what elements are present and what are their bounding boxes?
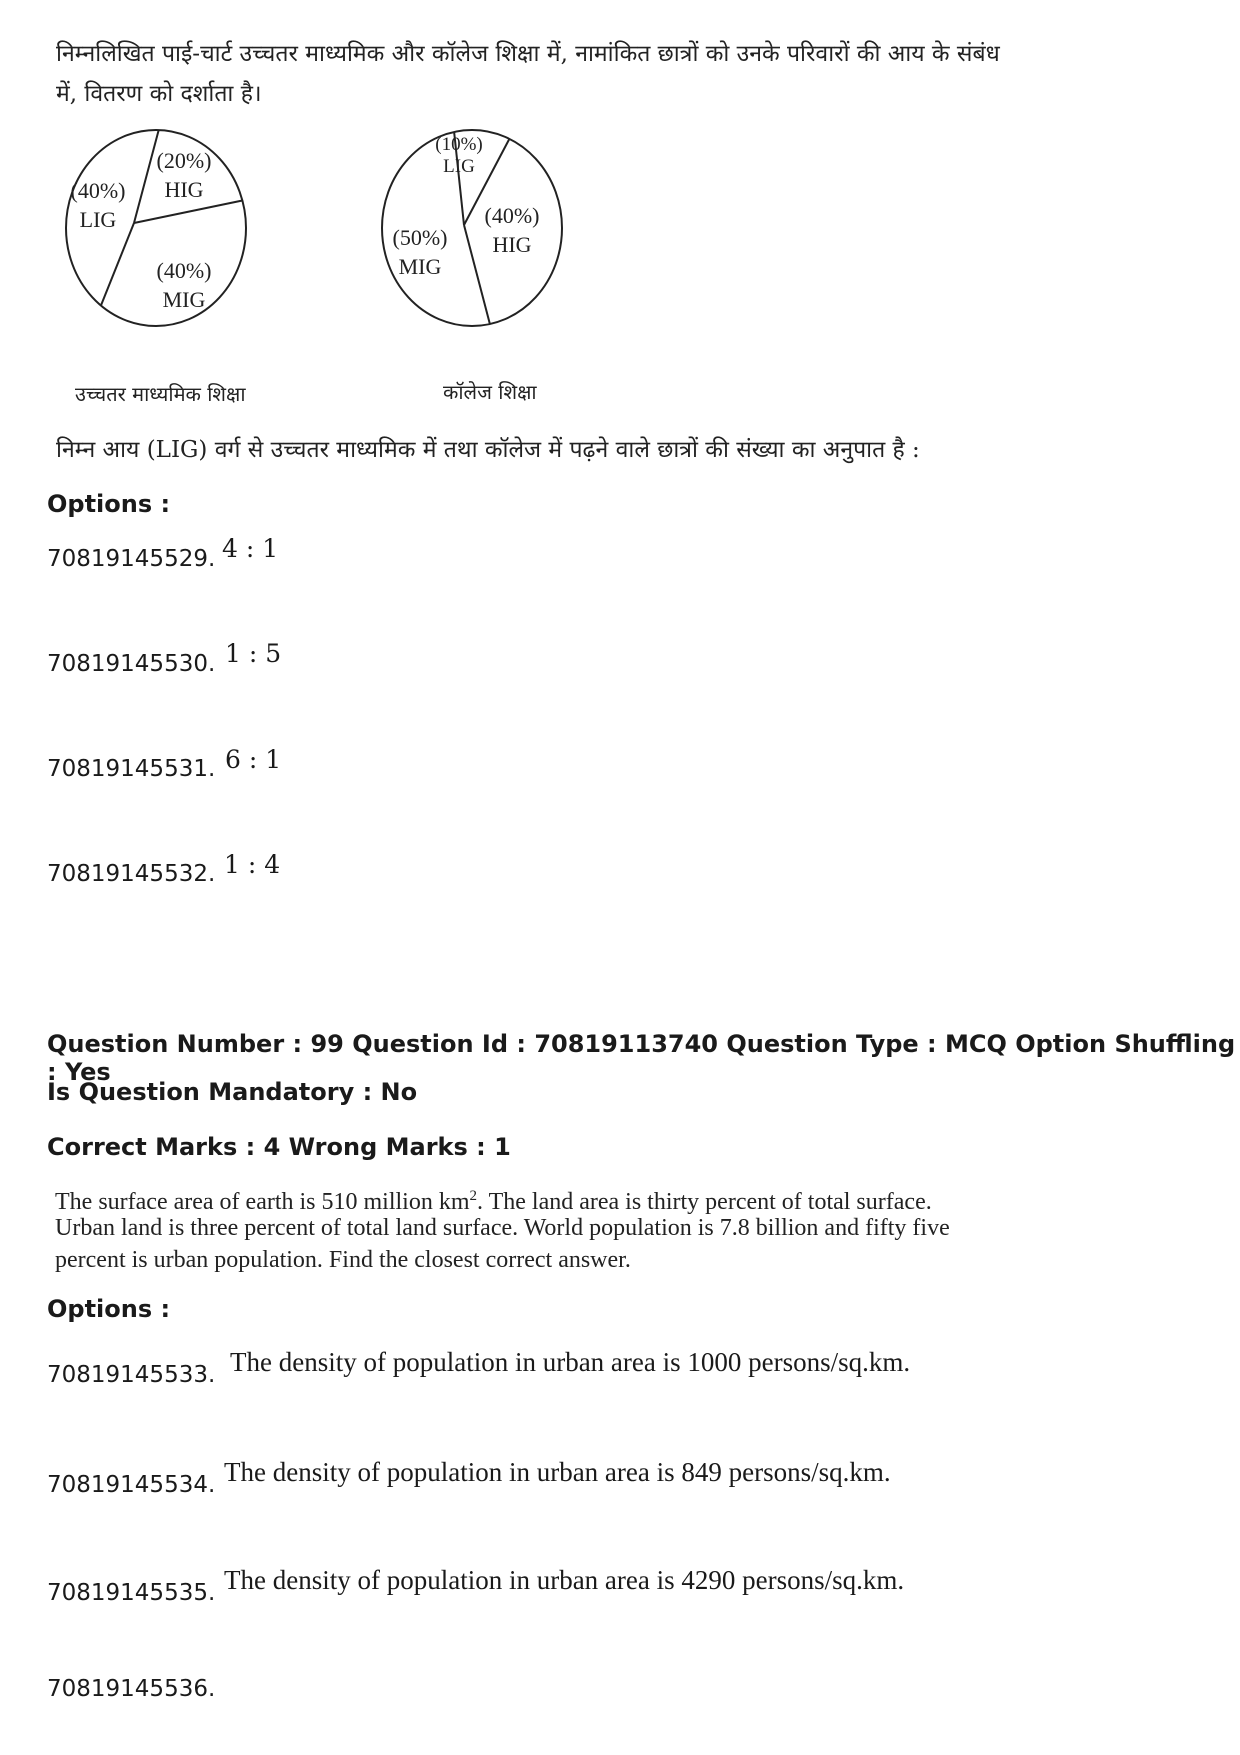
- pie-slice-boundary: [101, 223, 134, 306]
- pie-chart-college: [382, 130, 562, 326]
- option-id: 70819145534.: [47, 1472, 216, 1498]
- option-value[interactable]: 4 : 1: [222, 534, 279, 563]
- pie-caption-college: कॉलेज शिक्षा: [443, 380, 537, 404]
- pie-charts-figure: [40, 125, 600, 375]
- pie-slice-percent-label: (40%): [156, 258, 212, 283]
- option-id: 70819145529.: [47, 546, 216, 572]
- option-value[interactable]: The density of population in urban area is 1000 persons/sq.km.: [230, 1347, 911, 1377]
- option-value[interactable]: 6 : 1: [225, 745, 282, 774]
- option-value[interactable]: The density of population in urban area is 4290 persons/sq.km.: [224, 1565, 905, 1595]
- paragraph-text: The surface area of earth is 510 million km: [55, 1189, 470, 1215]
- options-label: Options :: [47, 490, 171, 518]
- option-id: 70819145532.: [47, 861, 216, 887]
- pie-slice-boundary: [464, 225, 490, 324]
- superscript: 2: [469, 1188, 478, 1204]
- question-meta-line-2: Is Question Mandatory : No: [47, 1078, 418, 1106]
- option-value[interactable]: The density of population in urban area is 849 persons/sq.km.: [224, 1457, 891, 1487]
- pie-slice-boundary: [134, 130, 159, 223]
- question-text: निम्न आय (LIG) वर्ग से उच्चतर माध्यमिक में तथा कॉलेज में पढ़ने वाले छात्रों की संख्या का अनुपात है :: [56, 437, 920, 463]
- option-value[interactable]: 1 : 4: [224, 850, 281, 879]
- question-intro-line-2: में, वितरण को दर्शाता है।: [56, 81, 262, 107]
- option-id: 70819145536.: [47, 1676, 216, 1702]
- question-marks: Correct Marks : 4 Wrong Marks : 1: [47, 1133, 511, 1161]
- paragraph-text: . The land area is thirty percent of total surface.: [477, 1189, 932, 1215]
- pie-chart-higher-secondary: [66, 130, 246, 326]
- pie-slice-percent-label: (40%): [70, 178, 126, 203]
- question-meta-line-1: Question Number : 99 Question Id : 70819113740 Question Type : MCQ Option Shuffling : Yes: [47, 1030, 1236, 1086]
- pie-slice-percent-label: (40%): [484, 203, 540, 228]
- options-label: Options :: [47, 1295, 171, 1323]
- pie-slice-percent-label: (50%): [392, 225, 448, 250]
- question-paragraph-line-3: percent is urban population. Find the closest correct answer.: [55, 1247, 631, 1273]
- pie-slice-category-label: LIG: [79, 207, 117, 232]
- pie-slice-percent-label: (20%): [156, 148, 212, 173]
- pie-slice-percent-label: (10%): [435, 134, 483, 155]
- option-value[interactable]: 1 : 5: [225, 639, 282, 668]
- pie-slice-category-label: HIG: [164, 177, 204, 202]
- pie-slice-category-label: MIG: [398, 254, 442, 279]
- question-paragraph-line-2: Urban land is three percent of total land surface. World population is 7.8 billion and fifty five: [55, 1215, 950, 1241]
- option-id: 70819145530.: [47, 651, 216, 677]
- pie-slice-category-label: HIG: [492, 232, 532, 257]
- question-intro-line-1: निम्नलिखित पाई-चार्ट उच्चतर माध्यमिक और कॉलेज शिक्षा में, नामांकित छात्रों को उनके परिवारों की आय के संबंध: [56, 41, 1000, 67]
- pie-slice-category-label: LIG: [443, 156, 475, 177]
- pie-slice-category-label: MIG: [162, 287, 206, 312]
- option-id: 70819145533.: [47, 1362, 216, 1388]
- option-id: 70819145531.: [47, 756, 216, 782]
- pie-slice-boundary: [134, 201, 242, 223]
- option-id: 70819145535.: [47, 1580, 216, 1606]
- pie-caption-higher-secondary: उच्चतर माध्यमिक शिक्षा: [75, 382, 246, 406]
